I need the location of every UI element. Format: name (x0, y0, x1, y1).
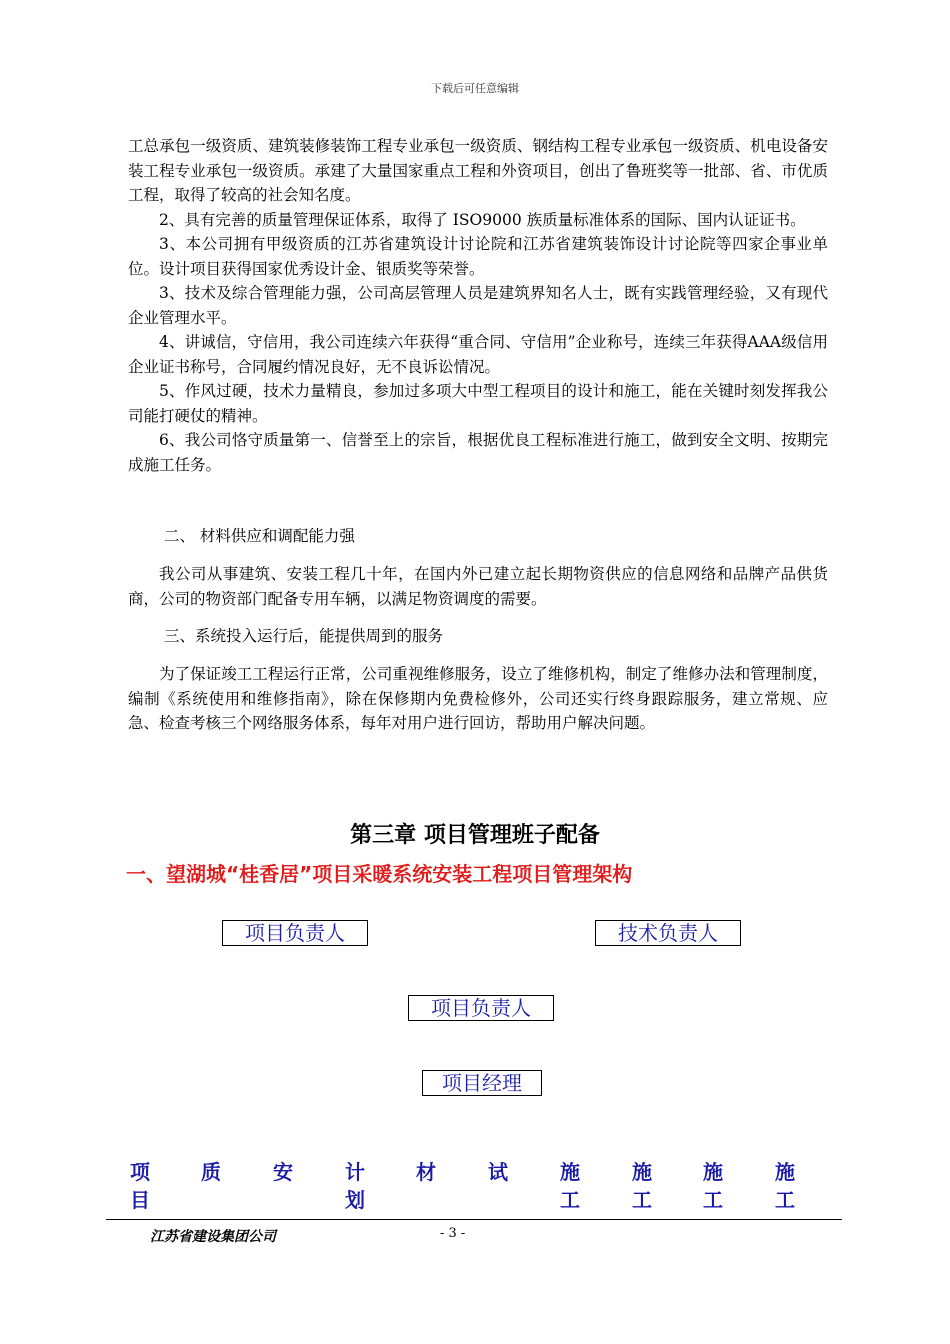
org-box-project-manager: 项目经理 (422, 1070, 542, 1096)
role-2: 质 (201, 1160, 221, 1184)
section2-heading: 二、 材料供应和调配能力强 (164, 527, 355, 545)
role-5: 材 (416, 1160, 436, 1184)
section3-paragraph: 为了保证竣工工程运行正常，公司重视维修服务，设立了维修机构，制定了维修办法和管理制度，编制《系统使用和维修指南》，除在保修期内免费检修外，公司还实行终身跟踪服务，建立常规、应急、检查考核三个网络服务体系，每年对用户进行回访，帮助用户解决问题。 (128, 665, 828, 732)
section3-body (128, 662, 828, 736)
point-3b: 3、技术及综合管理能力强，公司高层管理人员是建筑界知名人士，既有实践管理经验，又有现代企业管理水平。 (128, 284, 828, 327)
intro-paragraph: 工总承包一级资质、建筑装修装饰工程专业承包一级资质、钢结构工程专业承包一级资质、机电设备安装工程专业承包一级资质。承建了大量国家重点工程和外资项目，创出了鲁班奖等一批部、省、市优质工程，取得了较高的社会知名度。 (128, 137, 828, 204)
header-note: 下载后可任意编辑 (431, 82, 519, 95)
section2-body (128, 562, 828, 611)
role-1: 项 目 (130, 1160, 150, 1212)
chapter-title: 第三章 项目管理班子配备 (350, 823, 600, 848)
role-9: 施 工 (703, 1160, 723, 1212)
footer-divider (106, 1219, 842, 1220)
section2-paragraph: 我公司从事建筑、安装工程几十年，在国内外已建立起长期物资供应的信息网络和品牌产品供货商，公司的物资部门配备专用车辆，以满足物资调度的需要。 (128, 565, 828, 608)
org-box-technical-leader: 技术负责人 (595, 920, 741, 946)
role-7: 施 工 (560, 1160, 580, 1212)
footer-company: 江苏省建设集团公司 (150, 1229, 276, 1245)
footer-page-number: - 3 - (440, 1226, 466, 1241)
section3-heading: 三、系统投入运行后，能提供周到的服务 (164, 627, 444, 645)
point-2: 2、具有完善的质量管理保证体系，取得了 ISO9000 族质量标准体系的国际、国内认证证书。 (159, 210, 806, 229)
role-6: 试 (488, 1160, 508, 1184)
main-body-text (128, 134, 828, 477)
role-4: 计 划 (345, 1160, 365, 1212)
point-5: 5、作风过硬，技术力量精良，参加过多项大中型工程项目的设计和施工，能在关键时刻发挥我公司能打硬仗的精神。 (128, 382, 828, 425)
point-3a: 3、本公司拥有甲级资质的江苏省建筑设计讨论院和江苏省建筑装饰设计讨论院等四家企事业单位。设计项目获得国家优秀设计金、银质奖等荣誉。 (128, 235, 828, 278)
role-10: 施 工 (775, 1160, 795, 1212)
point-6: 6、我公司恪守质量第一、信誉至上的宗旨，根据优良工程标准进行施工，做到安全文明、按期完成施工任务。 (128, 431, 828, 474)
org-box-project-leader-left: 项目负责人 (222, 920, 368, 946)
org-box-project-leader-mid: 项目负责人 (408, 995, 554, 1021)
point-4: 4、讲诚信，守信用，我公司连续六年获得“重合同、守信用”企业称号，连续三年获得AAA级信用企业证书称号，合同履约情况良好，无不良诉讼情况。 (128, 333, 828, 376)
section-heading-red: 一、望湖城“桂香居”项目采暖系统安装工程项目管理架构 (126, 862, 633, 886)
role-8: 施 工 (632, 1160, 652, 1212)
role-3: 安 (273, 1160, 293, 1184)
